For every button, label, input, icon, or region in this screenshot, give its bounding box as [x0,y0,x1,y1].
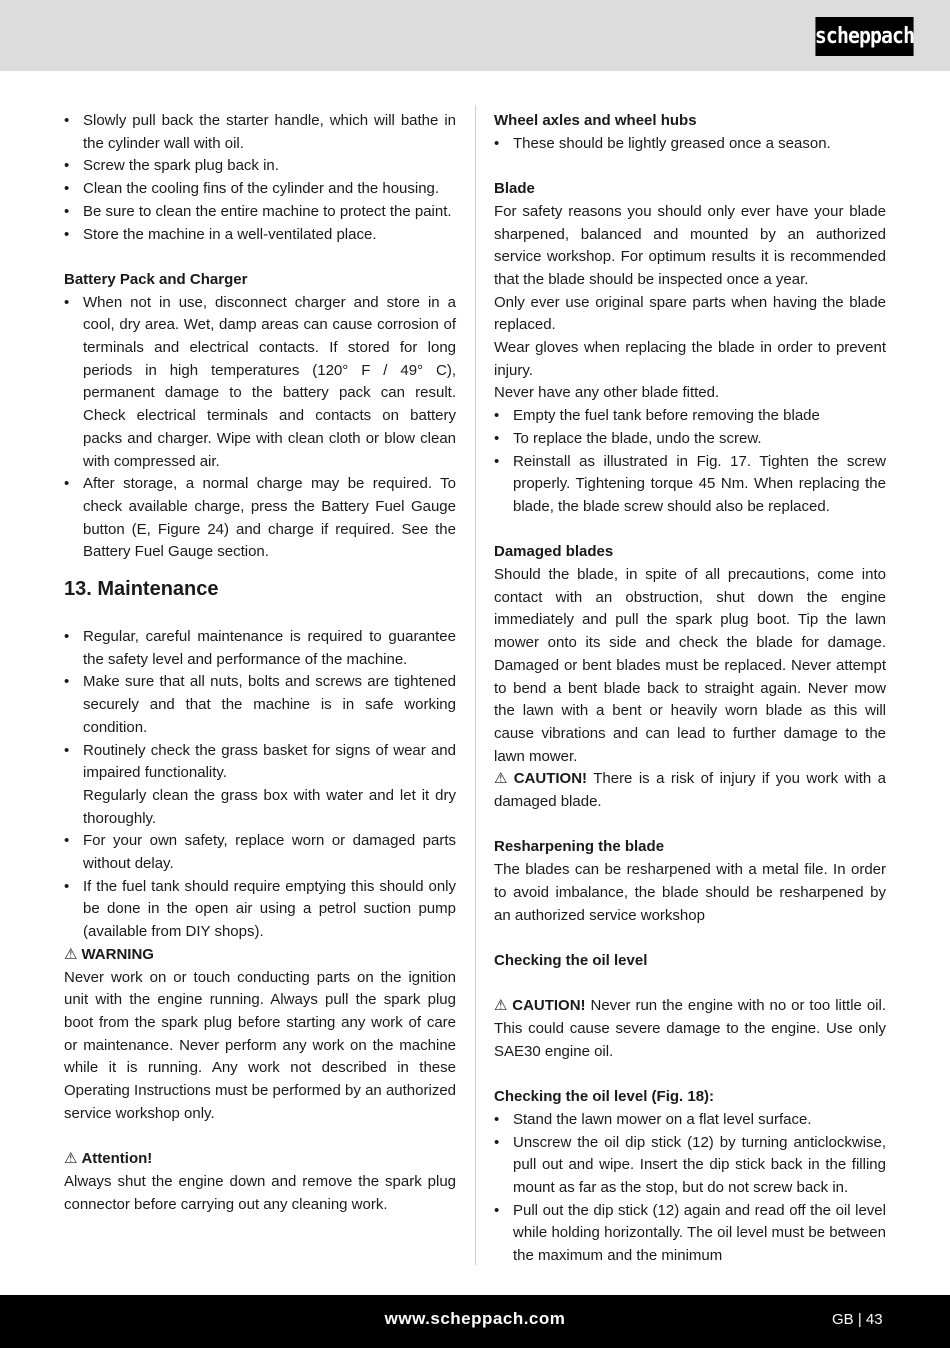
list-item [64,224,456,247]
bullet-icon: • [494,429,500,447]
list-item [494,428,886,451]
left-column [64,110,456,1216]
bullet-icon: • [64,293,70,311]
subheading: Checking the oil level (Fig. 18): [494,1088,715,1106]
list-item [64,178,456,201]
warning-triangle-icon: ⚠ [64,1150,78,1168]
paragraph: Never have any other blade fitted. [494,384,720,402]
list-item [494,1109,886,1132]
list-item [494,451,886,519]
page-number: GB | 43 [832,1311,883,1328]
section-title: 13. Maintenance [64,578,219,601]
spacer [494,155,886,178]
spacer [64,246,456,269]
list-item-text: Regular, careful maintenance is required to guarantee the safety level and performance of the machine. [83,628,456,668]
paragraph: Should the blade, in spite of all precautions, come into contact with an obstruction, shut down the engine immediately and pull the spark plug boot. Tip the lawn mower onto its side and check the blade for damage. Damaged or bent blades must be replaced. Never attempt to bend a bent blade back to straight again. Never mow the lawn with a bent or heavily worn blade as this will cause vibrations and can lead to further damage to the lawn mower. [494,566,886,765]
list-item [494,405,886,428]
bullet-icon: • [494,1110,500,1128]
list-item [64,626,456,671]
bullet-icon: • [494,407,500,425]
bullet-icon: • [494,1201,500,1219]
list-item-text: Clean the cooling fins of the cylinder and the housing. [83,180,440,198]
list-item-text: Unscrew the oil dip stick (12) by turning anticlockwise, pull out and wipe. Insert the dip stick back in the filling mount as far as the stop, but do not screw back in. [513,1133,886,1196]
list-item-text: When not in use, disconnect charger and store in a cool, dry area. Wet, damp areas can cause corrosion of terminals and electrical contacts. If stored for long periods in high temperatures (120° F / 49° C), permanent damage to the battery pack can result. Check electrical terminals and contacts on battery packs and charger. Wipe with clean cloth or blow clean with compressed air. [83,293,456,470]
paragraph: Never work on or touch conducting parts on the ignition unit with the engine running. Always pull the spark plug boot from the spark plug before starting any work of care or maintenance. Never perform any work on the machine while it is running. Any work not described in these Operating Instructions must be performed by an authorized service workshop only. [64,968,456,1122]
bullet-icon: • [494,134,500,152]
bullet-icon: • [64,877,70,895]
subheading: Wheel axles and wheel hubs [494,112,697,129]
column-divider [475,105,476,1265]
caution-paragraph [494,768,886,813]
list-item-text: Store the machine in a well-ventilated place. [83,225,377,243]
bullet-icon: • [64,157,70,175]
warning-triangle-icon: ⚠ [494,997,509,1015]
list-item-text: These should be lightly greased once a season. [513,134,831,152]
list-item-text: Screw the spark plug back in. [83,157,279,175]
list-item [64,201,456,224]
warning-triangle-icon: ⚠ [64,945,78,963]
caution-label: CAUTION! [513,770,588,788]
warning-heading [64,944,456,967]
bullet-icon: • [494,1133,500,1151]
list-item [494,1132,886,1200]
list-item [64,473,456,564]
subheading: Damaged blades [494,543,614,561]
list-item-text: After storage, a normal charge may be required. To check available charge, press the Battery Fuel Gauge button (E, Figure 24) and charge if required. See the Battery Fuel Gauge section. [83,475,456,561]
caution-text: Never run the engine with no or too little oil. This could cause severe damage to the engine. Use only SAE30 engine oil. [494,997,887,1060]
list-item-text: Slowly pull back the starter handle, which will bathe in the cylinder wall with oil. [83,112,456,152]
list-item-text: Routinely check the grass basket for signs of wear and impaired functionality. [83,741,456,782]
list-item [494,1200,886,1268]
scheppach-logo: scheppach [815,17,913,56]
caution-text: There is a risk of injury if you work with a damaged blade. [494,770,886,811]
list-item-text: Pull out the dip stick (12) again and read off the oil level while holding horizontally. The oil level must be between the maximum and the minimum [513,1201,886,1265]
subheading: Checking the oil level [494,951,648,969]
spacer [494,973,886,996]
warning-triangle-icon: ⚠ [494,770,510,788]
list-item-continuation: Regularly clean the grass box with water and let it dry thoroughly. [83,786,456,827]
list-item-text: If the fuel tank should require emptying this should only be done in the open air using a petrol suction pump (available from DIY shops). [83,877,456,941]
list-item [64,830,456,875]
list-item-text: Be sure to clean the entire machine to protect the paint. [83,202,452,220]
bullet-icon: • [64,628,70,646]
bullet-icon: • [494,452,500,470]
bullet-icon: • [64,475,70,493]
list-item-text: Make sure that all nuts, bolts and screws are tightened securely and that the machine is in safe working condition. [83,673,456,736]
paragraph: Always shut the engine down and remove the spark plug connector before carrying out any cleaning work. [64,1172,456,1213]
list-item [64,155,456,178]
paragraph: Only ever use original spare parts when having the blade replaced. [494,293,886,334]
bullet-icon: • [64,741,70,759]
bullet-icon: • [64,112,70,129]
spacer [494,519,886,542]
paragraph: The blades can be resharpened with a metal file. In order to avoid imbalance, the blade should be resharpened by an authorized service workshop [494,861,886,924]
list-item-text: Stand the lawn mower on a flat level surface. [513,1110,812,1128]
warning-label: WARNING [81,945,154,963]
bullet-icon: • [64,180,70,198]
bullet-icon: • [64,832,70,850]
page-header [0,0,950,71]
subheading: Battery Pack and Charger [64,270,248,288]
list-item-text: To replace the blade, undo the screw. [513,429,762,447]
caution-paragraph [494,995,886,1063]
subheading: Resharpening the blade [494,838,665,856]
list-item [494,133,886,156]
warning-label: Attention! [81,1150,153,1168]
list-item [64,740,456,785]
bullet-icon: • [64,225,70,243]
spacer [64,1126,456,1149]
list-item [64,292,456,474]
bullet-icon: • [64,202,70,220]
right-column [494,110,886,1268]
spacer [494,1063,886,1086]
bullet-icon: • [64,673,70,691]
list-item [64,110,456,155]
list-item-text: Empty the fuel tank before removing the blade [513,407,820,425]
spacer [494,927,886,950]
list-item-text: For your own safety, replace worn or damaged parts without delay. [83,832,456,873]
caution-label: CAUTION! [512,997,586,1015]
page-footer [0,1295,950,1348]
list-item-text: Reinstall as illustrated in Fig. 17. Tighten the screw properly. Tightening torque 45 Nm. When replacing the blade, the blade screw should also be replaced. [513,452,886,515]
paragraph: Wear gloves when replacing the blade in order to prevent injury. [494,339,886,379]
paragraph: For safety reasons you should only ever have your blade sharpened, balanced and mounted by an authorized service workshop. For optimum results it is recommended that the blade should be inspected once a year. [494,202,886,288]
list-item [64,876,456,944]
subheading: Blade [494,180,535,198]
list-item [64,671,456,739]
warning-heading [64,1148,456,1171]
spacer [494,814,886,837]
website-link[interactable]: www.scheppach.com [384,1309,566,1328]
